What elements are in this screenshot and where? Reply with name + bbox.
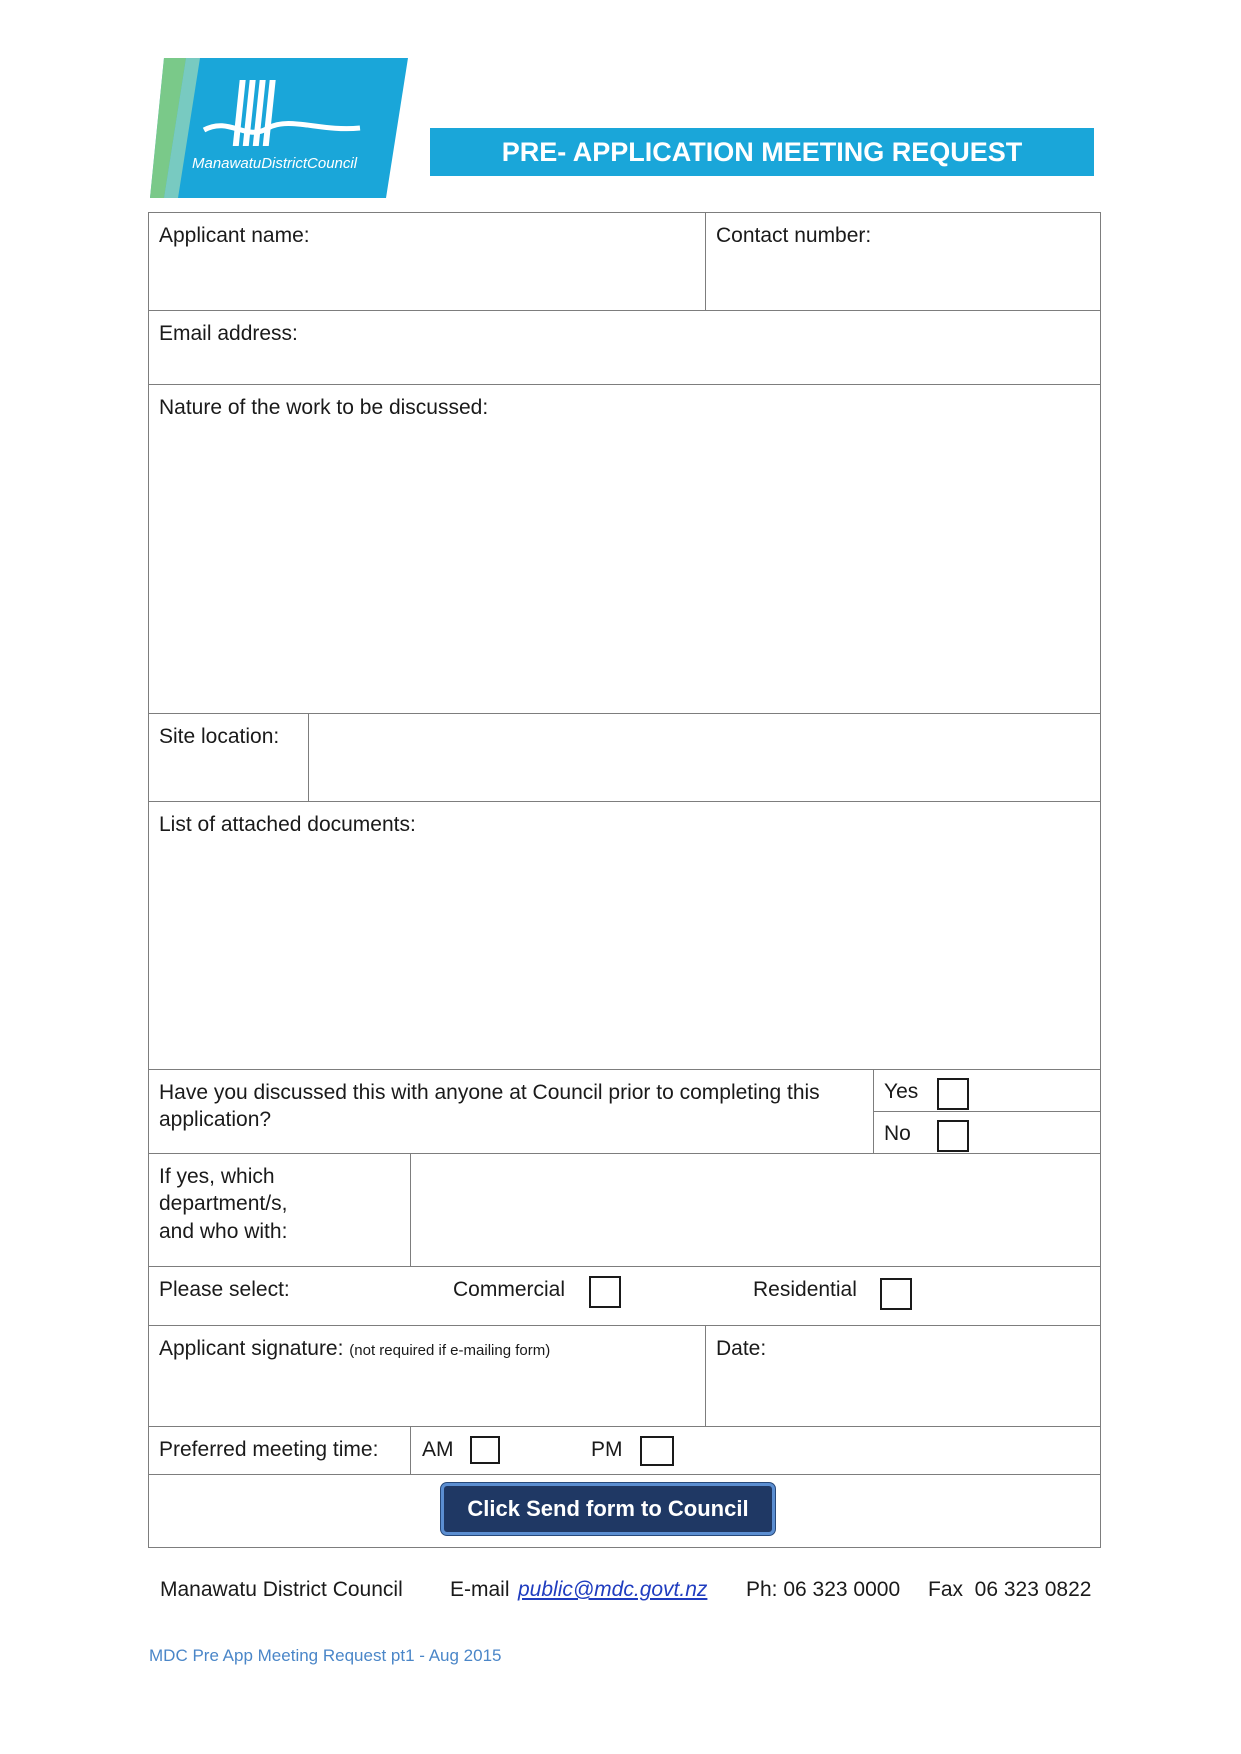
footer-email-label: E-mail (450, 1578, 510, 1601)
footer-phone: Ph: 06 323 0000 (746, 1578, 901, 1601)
commercial-label: Commercial (453, 1278, 566, 1301)
email-address-label: Email address: (159, 322, 298, 345)
pm-checkbox[interactable] (640, 1436, 674, 1466)
meeting-time-label-cell (148, 1426, 411, 1475)
residential-checkbox[interactable] (880, 1278, 912, 1310)
contact-number-label: Contact number: (716, 224, 872, 247)
footer-fax: Fax 06 323 0822 (928, 1578, 1092, 1601)
application-form (148, 212, 1101, 1548)
am-checkbox[interactable] (470, 1436, 500, 1464)
no-label: No (884, 1122, 911, 1145)
logo-graphic (150, 58, 408, 198)
please-select-label: Please select: (159, 1278, 290, 1301)
council-logo (150, 58, 408, 198)
site-location-label-cell (148, 713, 309, 802)
site-location-input[interactable] (308, 713, 1101, 802)
document-reference: MDC Pre App Meeting Request pt1 - Aug 2015 (149, 1646, 502, 1665)
applicant-name-field[interactable] (148, 212, 706, 311)
no-option-cell (873, 1111, 1101, 1154)
footer-org: Manawatu District Council (160, 1578, 403, 1601)
meeting-time-options (410, 1426, 1101, 1475)
signature-label: Applicant signature: (159, 1337, 344, 1360)
yes-label: Yes (884, 1080, 919, 1103)
department-label-line3: and who with: (159, 1219, 288, 1243)
nature-of-work-field[interactable] (148, 384, 1101, 714)
date-field[interactable] (705, 1325, 1101, 1427)
site-location-label: Site location: (159, 725, 280, 748)
pm-label: PM (591, 1438, 623, 1461)
department-label-line2: department/s, (159, 1192, 288, 1216)
no-checkbox[interactable] (937, 1120, 969, 1152)
date-label: Date: (716, 1337, 767, 1360)
footer-email-link[interactable]: public@mdc.govt.nz (518, 1578, 708, 1601)
nature-of-work-label: Nature of the work to be discussed: (159, 396, 489, 419)
department-label-line1: If yes, which (159, 1165, 275, 1188)
form-title: PRE- APPLICATION MEETING REQUEST (430, 128, 1094, 176)
email-address-field[interactable] (148, 310, 1101, 385)
discussed-question-cell (148, 1069, 874, 1154)
applicant-name-label: Applicant name: (159, 224, 310, 247)
contact-number-field[interactable] (705, 212, 1101, 311)
send-form-button[interactable]: Click Send form to Council (441, 1483, 775, 1535)
signature-note: (not required if e-mailing form) (349, 1342, 551, 1359)
yes-checkbox[interactable] (937, 1078, 969, 1110)
attached-documents-label: List of attached documents: (159, 813, 416, 836)
commercial-checkbox[interactable] (589, 1276, 621, 1308)
meeting-time-label: Preferred meeting time: (159, 1438, 379, 1461)
attached-documents-field[interactable] (148, 801, 1101, 1070)
yes-option-cell (873, 1069, 1101, 1112)
department-label-cell (148, 1153, 411, 1267)
department-input[interactable] (410, 1153, 1101, 1267)
signature-field[interactable] (148, 1325, 706, 1427)
am-label: AM (422, 1438, 454, 1461)
please-select-row (148, 1266, 1101, 1326)
discussed-question-label: Have you discussed this with anyone at Council prior to completing this application? (159, 1081, 820, 1132)
residential-label: Residential (753, 1278, 857, 1301)
svg-text:ManawatuDistrictCouncil: ManawatuDistrictCouncil (192, 155, 358, 172)
